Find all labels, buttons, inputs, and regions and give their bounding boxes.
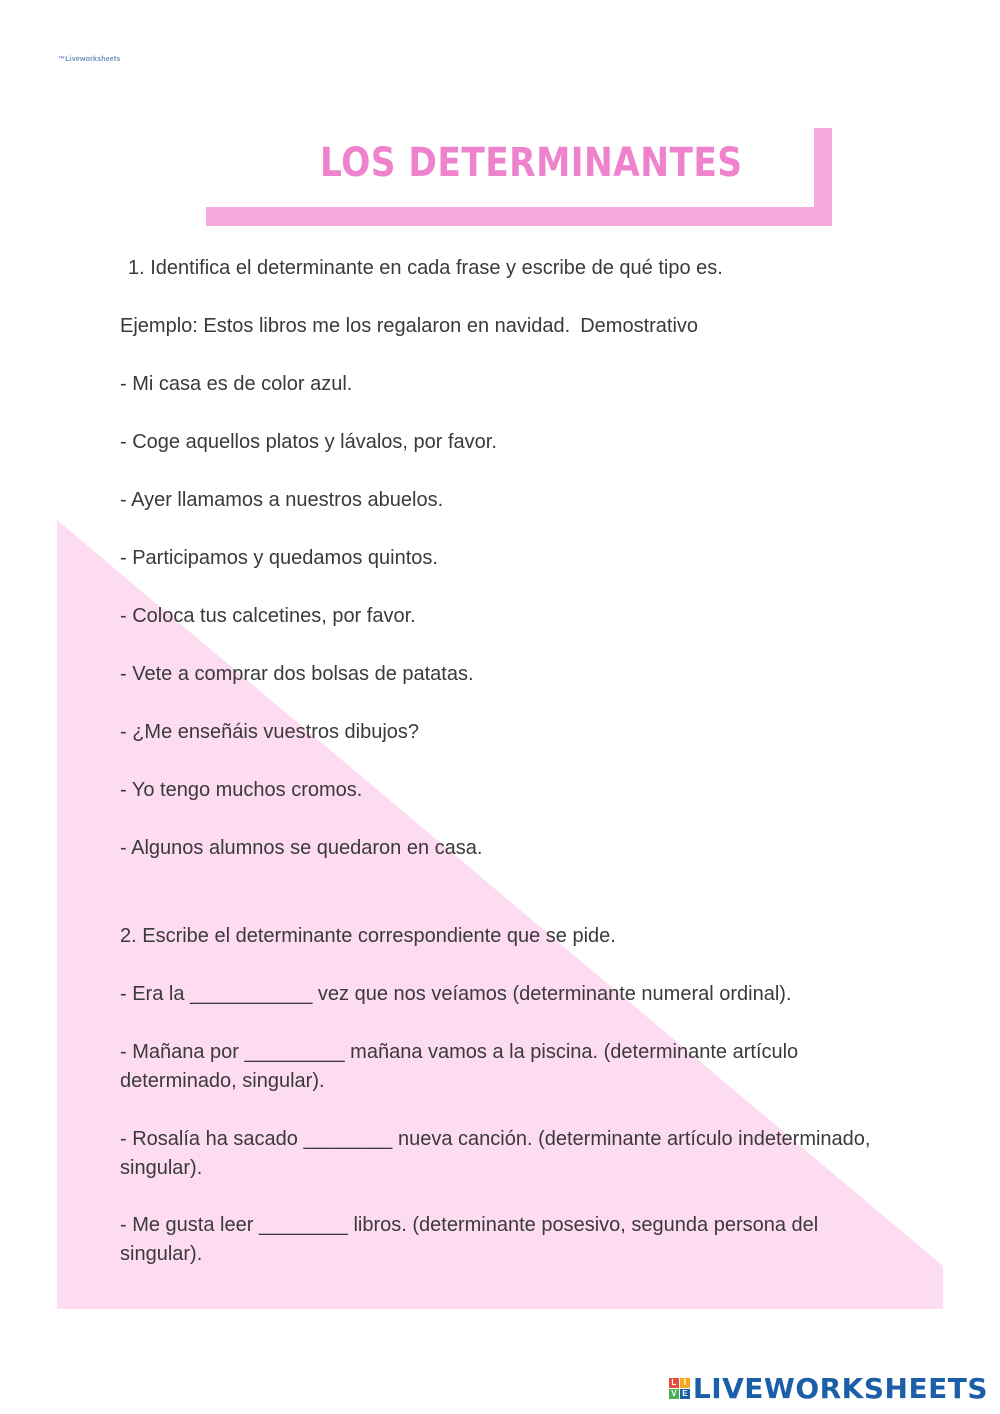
exercise-item: - Participamos y quedamos quintos. bbox=[120, 547, 438, 569]
title-frame-bottom bbox=[206, 207, 832, 226]
exercise-item: - Coge aquellos platos y lávalos, por favor. bbox=[120, 431, 497, 453]
footer-logo bbox=[669, 1372, 988, 1405]
mark-letter: E bbox=[680, 1389, 690, 1399]
section1-heading: 1. Identifica el determinante en cada frase y escribe de qué tipo es. bbox=[128, 257, 723, 279]
example-line bbox=[120, 312, 698, 341]
exercise-item: - Yo tengo muchos cromos. bbox=[120, 779, 363, 801]
fill-in-item: - Rosalía ha sacado ________ nueva canción. (determinante artículo indeterminado, singular). bbox=[120, 1128, 871, 1179]
section2-heading: 2. Escribe el determinante correspondiente que se pide. bbox=[120, 925, 616, 947]
liveworksheets-mark-icon bbox=[669, 1378, 690, 1399]
exercise-item: - ¿Me enseñáis vuestros dibujos? bbox=[120, 721, 420, 743]
fill-in-item: - Era la ___________ vez que nos veíamos (determinante numeral ordinal). bbox=[120, 983, 792, 1005]
exercise-item: - Mi casa es de color azul. bbox=[120, 373, 353, 395]
exercise-item: - Coloca tus calcetines, por favor. bbox=[120, 605, 416, 627]
fill-in-item: - Me gusta leer ________ libros. (determinante posesivo, segunda persona del singular). bbox=[120, 1214, 819, 1265]
mark-letter: L bbox=[669, 1378, 679, 1388]
example-text: Ejemplo: Estos libros me los regalaron en navidad. bbox=[120, 315, 571, 337]
footer-logo-text: LIVEWORKSHEETS bbox=[692, 1372, 988, 1405]
example-answer: Demostrativo bbox=[580, 315, 699, 337]
fill-in-item: - Mañana por _________ mañana vamos a la piscina. (determinante artículo determinado, singular). bbox=[120, 1041, 799, 1092]
exercise-item: - Ayer llamamos a nuestros abuelos. bbox=[120, 489, 444, 511]
top-logo: ™Liveworksheets bbox=[58, 56, 121, 63]
mark-letter: V bbox=[669, 1389, 679, 1399]
page-title: LOS DETERMINANTES bbox=[320, 140, 743, 186]
exercise-item: - Algunos alumnos se quedaron en casa. bbox=[120, 837, 483, 859]
exercise-item: - Vete a comprar dos bolsas de patatas. bbox=[120, 663, 474, 685]
mark-letter: I bbox=[680, 1378, 690, 1388]
